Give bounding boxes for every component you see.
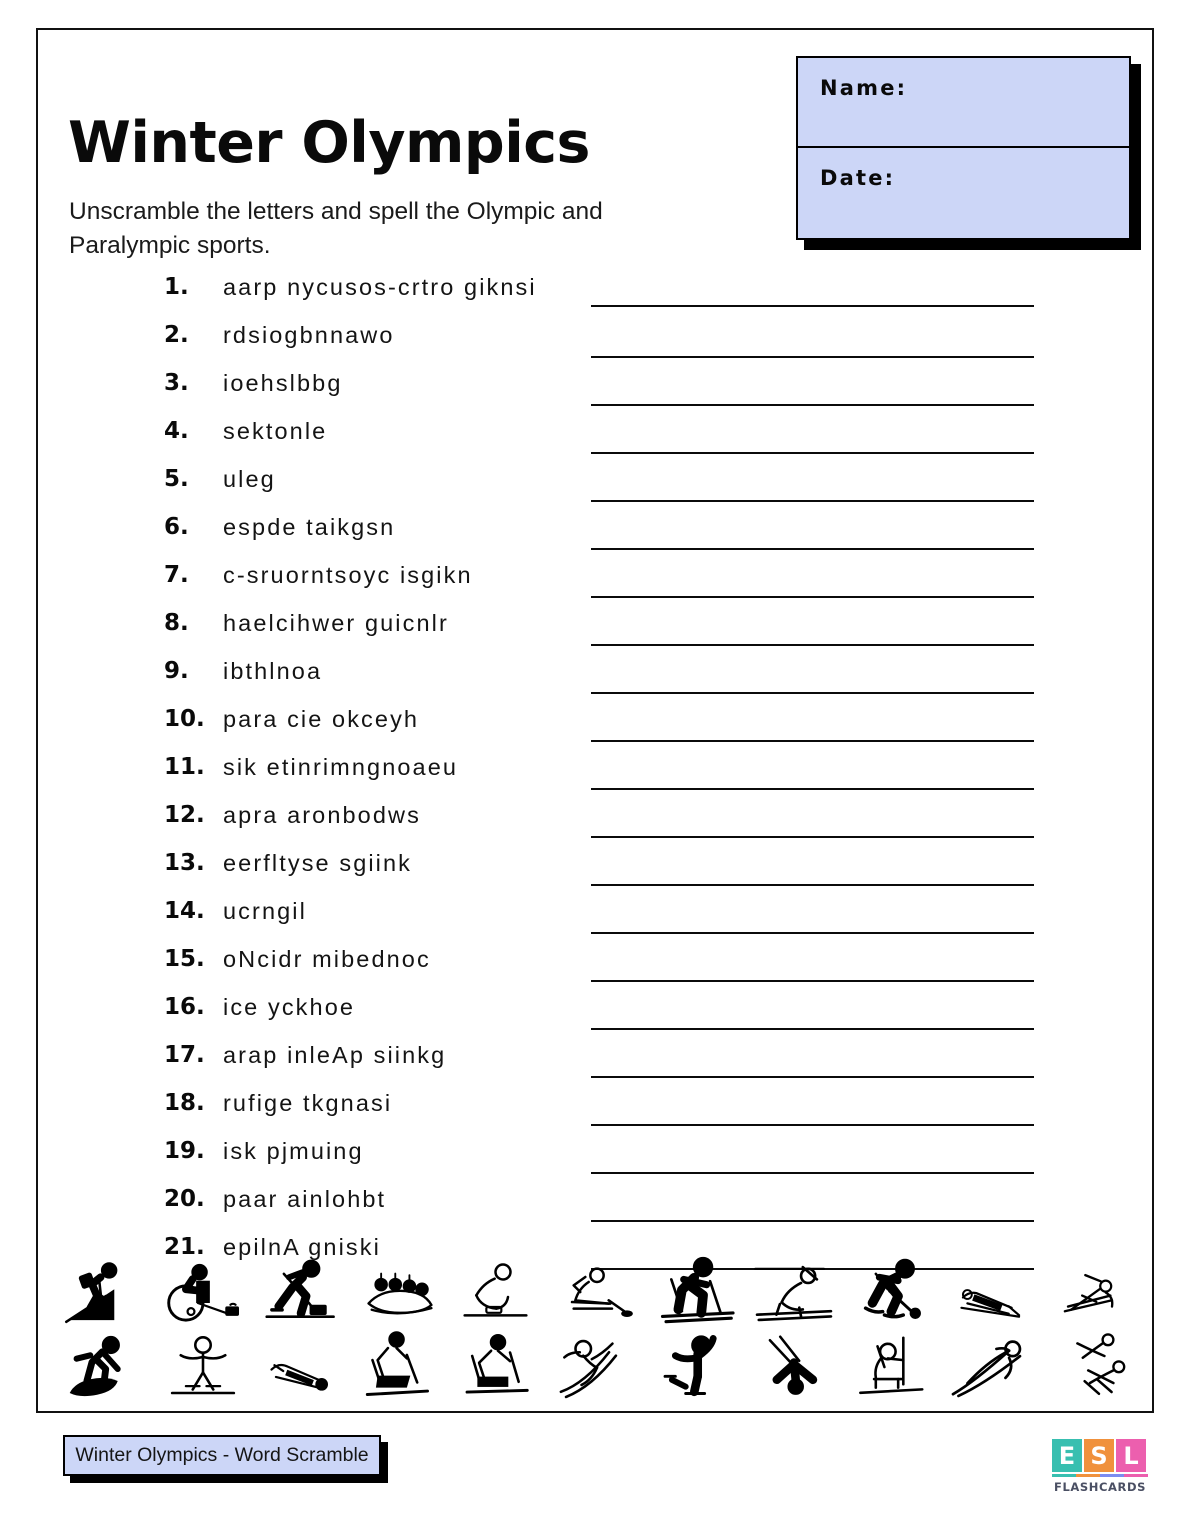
question-row xyxy=(38,1178,1152,1226)
luge-icon xyxy=(945,1251,1037,1327)
date-field-row[interactable] xyxy=(798,148,1129,238)
answer-line[interactable] xyxy=(591,788,1034,790)
question-number: 2. xyxy=(164,322,189,348)
esl-logo-letter-s: S xyxy=(1084,1439,1114,1472)
question-number: 15. xyxy=(164,946,205,972)
question-row xyxy=(38,938,1152,986)
answer-line[interactable] xyxy=(591,1172,1034,1174)
question-number: 1. xyxy=(164,274,189,300)
biathlon-icon xyxy=(748,1251,840,1327)
aerials-icon xyxy=(748,1329,840,1405)
ice-hockey-icon xyxy=(847,1251,939,1327)
question-number: 11. xyxy=(164,754,205,780)
ski-mountaineering-icon xyxy=(58,1251,150,1327)
answer-line[interactable] xyxy=(591,644,1034,646)
question-number: 14. xyxy=(164,898,205,924)
answer-line[interactable] xyxy=(591,884,1034,886)
question-row xyxy=(38,650,1152,698)
para-skeleton-icon xyxy=(255,1329,347,1405)
scrambled-word: eerfltyse sgiink xyxy=(223,850,413,876)
scrambled-word: ice yckhoe xyxy=(223,994,356,1020)
question-number: 19. xyxy=(164,1138,205,1164)
question-row xyxy=(38,266,1152,314)
question-number: 12. xyxy=(164,802,205,828)
scrambled-word: sik etinrimngnoaeu xyxy=(223,754,459,780)
question-row xyxy=(38,554,1152,602)
scrambled-word: sektonle xyxy=(223,418,328,444)
para-biathlon-sit-ski-icon xyxy=(847,1329,939,1405)
question-row xyxy=(38,890,1152,938)
cross-country-skiing-icon xyxy=(650,1251,742,1327)
scrambled-word: para cie okceyh xyxy=(223,706,420,732)
scrambled-word: haelcihwer guicnlr xyxy=(223,610,449,636)
answer-line[interactable] xyxy=(591,404,1034,406)
esl-underline-segment xyxy=(1100,1474,1124,1477)
answer-line[interactable] xyxy=(591,356,1034,358)
scrambled-word: espde taikgsn xyxy=(223,514,396,540)
curling-icon xyxy=(255,1251,347,1327)
pictogram-row-top xyxy=(58,1249,1136,1327)
answer-line[interactable] xyxy=(591,548,1034,550)
question-list xyxy=(38,266,1152,1274)
answer-line[interactable] xyxy=(591,692,1034,694)
page-title: Winter Olympics xyxy=(68,110,590,177)
answer-line[interactable] xyxy=(591,1076,1034,1078)
answer-line[interactable] xyxy=(591,1220,1034,1222)
name-date-box xyxy=(796,56,1131,240)
footer-tag xyxy=(63,1435,381,1476)
scrambled-word: c-sruorntsoyc isgikn xyxy=(223,562,473,588)
scrambled-word: paar ainlohbt xyxy=(223,1186,387,1212)
bobsleigh-icon xyxy=(354,1251,446,1327)
answer-line[interactable] xyxy=(591,836,1034,838)
scrambled-word: isk pjmuing xyxy=(223,1138,364,1164)
question-row xyxy=(38,362,1152,410)
scrambled-word: rufige tkgnasi xyxy=(223,1090,393,1116)
question-row xyxy=(38,1034,1152,1082)
question-number: 8. xyxy=(164,610,189,636)
question-row xyxy=(38,698,1152,746)
answer-line[interactable] xyxy=(591,452,1034,454)
question-row xyxy=(38,986,1152,1034)
para-snowboard-icon xyxy=(452,1251,544,1327)
scrambled-word: apra aronbodws xyxy=(223,802,421,828)
alpine-skiing-icon xyxy=(551,1329,643,1405)
date-label: Date: xyxy=(820,166,896,190)
esl-logo-wordmark: FLASHCARDS xyxy=(1053,1480,1146,1494)
scrambled-word: ioehslbbg xyxy=(223,370,343,396)
esl-underline-segment xyxy=(1052,1474,1076,1477)
scrambled-word: ibthlnoa xyxy=(223,658,323,684)
question-number: 7. xyxy=(164,562,189,588)
esl-underline-segment xyxy=(1076,1474,1100,1477)
answer-line[interactable] xyxy=(591,305,1034,307)
scrambled-word: uleg xyxy=(223,466,276,492)
instructions-text: Unscramble the letters and spell the Olympic and Paralympic sports. xyxy=(69,197,603,260)
question-number: 21. xyxy=(164,1234,205,1260)
nordic-combined-icon xyxy=(1044,1329,1136,1405)
skeleton-icon xyxy=(1044,1251,1136,1327)
para-alpine-sit-ski-icon xyxy=(354,1329,446,1405)
question-row xyxy=(38,794,1152,842)
question-number: 20. xyxy=(164,1186,205,1212)
scrambled-word: arap inleAp siinkg xyxy=(223,1042,447,1068)
scrambled-word: aarp nycusos-crtro giknsi xyxy=(223,274,537,300)
question-number: 13. xyxy=(164,850,205,876)
question-number: 3. xyxy=(164,370,189,396)
question-row xyxy=(38,1130,1152,1178)
esl-flashcards-logo xyxy=(1052,1439,1148,1494)
esl-underline-segment xyxy=(1124,1474,1148,1477)
scrambled-word: rdsiogbnnawo xyxy=(223,322,395,348)
name-field-row[interactable] xyxy=(798,58,1129,148)
answer-line[interactable] xyxy=(591,1028,1034,1030)
para-nordic-sit-ski-icon xyxy=(452,1329,544,1405)
pictogram-row-bottom xyxy=(58,1327,1136,1405)
scrambled-word: epilnA gniski xyxy=(223,1234,381,1260)
question-row xyxy=(38,458,1152,506)
answer-line[interactable] xyxy=(591,1124,1034,1126)
question-row xyxy=(38,746,1152,794)
question-number: 4. xyxy=(164,418,189,444)
esl-logo-letter-e: E xyxy=(1052,1439,1082,1472)
answer-line[interactable] xyxy=(591,500,1034,502)
question-row xyxy=(38,602,1152,650)
question-number: 10. xyxy=(164,706,205,732)
figure-skating-icon xyxy=(650,1329,742,1405)
freestyle-skiing-icon xyxy=(157,1329,249,1405)
question-row xyxy=(38,842,1152,890)
question-number: 17. xyxy=(164,1042,205,1068)
esl-logo-squares xyxy=(1052,1439,1148,1472)
footer-tag-label: Winter Olympics - Word Scramble xyxy=(75,1444,369,1466)
answer-line[interactable] xyxy=(591,740,1034,742)
question-row xyxy=(38,314,1152,362)
question-row xyxy=(38,1082,1152,1130)
pictogram-strip xyxy=(58,1249,1136,1405)
question-number: 6. xyxy=(164,514,189,540)
esl-logo-underline xyxy=(1052,1474,1148,1477)
question-number: 5. xyxy=(164,466,189,492)
ski-jumping-icon xyxy=(945,1329,1037,1405)
name-label: Name: xyxy=(820,76,908,100)
question-row xyxy=(38,506,1152,554)
question-number: 9. xyxy=(164,658,189,684)
scrambled-word: ucrngil xyxy=(223,898,307,924)
scrambled-word: oNcidr mibednoc xyxy=(223,946,431,972)
wheelchair-curling-icon xyxy=(157,1251,249,1327)
esl-logo-letter-l: L xyxy=(1116,1439,1146,1472)
question-number: 16. xyxy=(164,994,205,1020)
answer-line[interactable] xyxy=(591,596,1034,598)
answer-line[interactable] xyxy=(591,980,1034,982)
para-ice-hockey-icon xyxy=(551,1251,643,1327)
snowboard-icon xyxy=(58,1329,150,1405)
worksheet-page-border xyxy=(36,28,1154,1413)
question-number: 18. xyxy=(164,1090,205,1116)
question-row xyxy=(38,410,1152,458)
answer-line[interactable] xyxy=(591,932,1034,934)
